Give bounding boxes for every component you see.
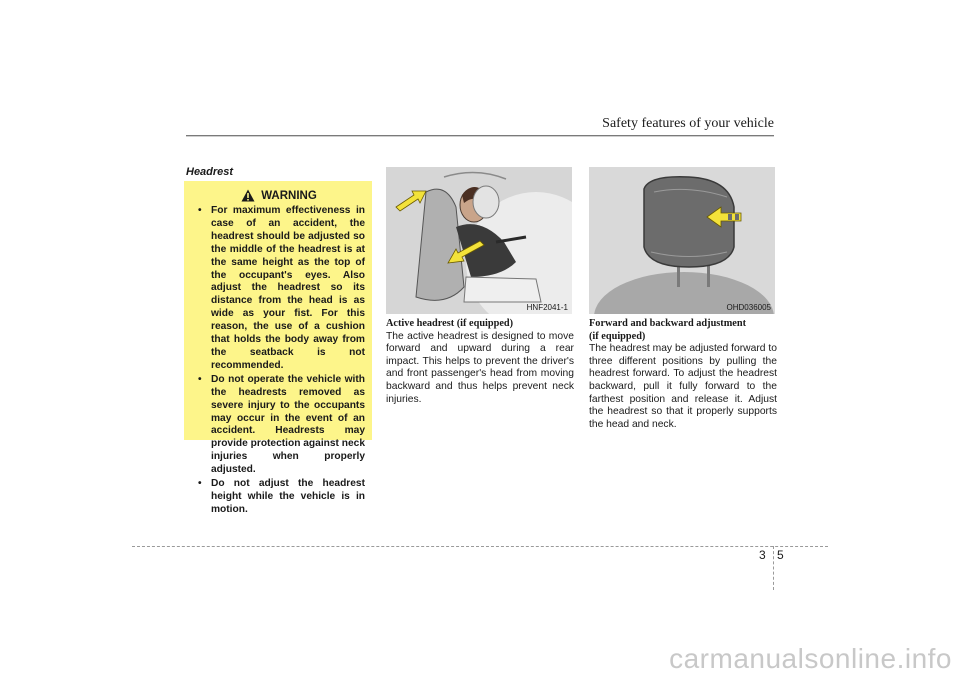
warning-item: • Do not adjust the headrest height while the vehicle is in motion.: [193, 478, 365, 517]
warning-heading: [193, 189, 365, 202]
header-rule: [186, 135, 774, 137]
figure-label: HNF2041-1: [526, 303, 568, 312]
warning-triangle-icon: [241, 189, 255, 202]
footer-rule: [132, 546, 828, 547]
adjustment-body: The headrest may be adjusted forward to three different positions by pulling the headrest forward. To adjust the headrest backward, pull it fully forward to the farthest position and release it. Adjust the headrest so that it properly supports the head and neck.: [589, 343, 777, 430]
warning-box: [184, 181, 372, 515]
warning-list: [193, 205, 365, 517]
active-headrest-body: The active headrest is designed to move forward and upward during a rear impact. This helps to prevent the driver's and front passenger's head from moving backward and thus helps prevent neck injuries.: [386, 330, 574, 405]
page-divider: [773, 546, 774, 590]
watermark: carmanualsonline.info: [669, 643, 952, 674]
page-number: 5: [777, 548, 784, 562]
headrest-illustration: [589, 167, 775, 314]
page-chapter: 3: [759, 548, 766, 562]
headrest-adjust-figure: [589, 167, 775, 314]
warning-item: • Do not operate the vehicle with the headrests removed as severe injury to the occupants may occur in the event of an accident. Headrests may provide protection against neck injuries when properly adjusted.: [193, 374, 365, 477]
adjustment-subhead-line2: (if equipped): [589, 330, 646, 342]
adjustment-subhead-line1: Forward and backward adjustment: [589, 318, 747, 329]
figure-label: OHD036005: [726, 303, 771, 312]
active-headrest-figure: [386, 167, 572, 314]
warning-item: • For maximum effectiveness in case of an accident, the headrest should be adjusted so the middle of the headrest is at the same height as the top of the occupant's eyes. Also adjust the headrest so its distance from the head is as wide as your fist. For this reason, the use of a cushion that holds the body away from the seatback is not recommended.: [193, 205, 365, 373]
warning-heading-text: WARNING: [261, 189, 317, 202]
adjustment-text: [589, 318, 777, 431]
active-headrest-text: [386, 318, 574, 406]
active-headrest-subhead: Active headrest (if equipped): [386, 318, 514, 329]
section-title: Headrest: [186, 166, 234, 178]
header-title: Safety features of your vehicle: [602, 116, 774, 131]
active-headrest-illustration: [386, 167, 572, 314]
